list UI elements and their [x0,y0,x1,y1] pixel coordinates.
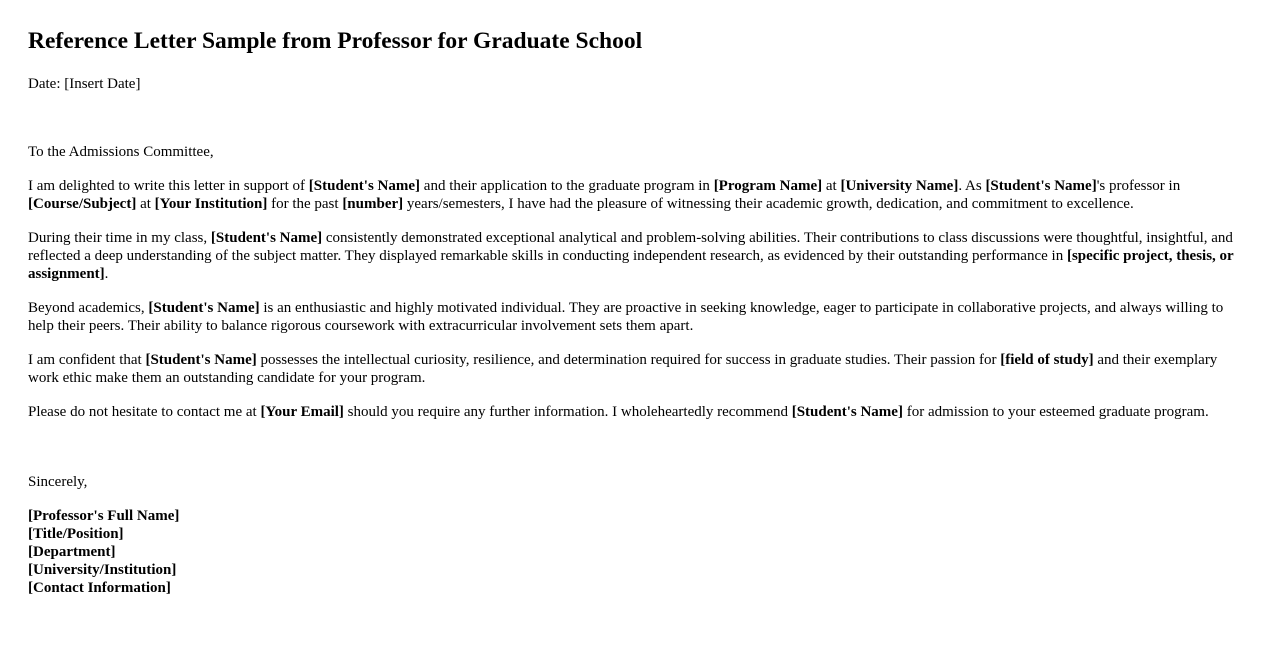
closing: Sincerely, [28,474,88,490]
placeholder-field: [Student's Name] [985,178,1097,194]
paragraph-text: I am delighted to write this letter in support of [28,178,309,194]
salutation: To the Admissions Committee, [28,144,214,160]
paragraph-text: at [822,178,841,194]
body-paragraph-3 [28,299,1250,335]
paragraph-text: and their exemplary work ethic make them an outstanding candidate for your program. [28,352,1218,386]
placeholder-field: [field of study] [1000,352,1094,368]
body-paragraph-5 [28,403,1250,421]
placeholder-field: [Student's Name] [210,230,323,246]
placeholder-field: [Course/Subject] [28,196,137,212]
paragraph-text: During their time in my class, [28,230,211,246]
placeholder-field: [University Name] [840,178,959,194]
signature-name: [Professor's Full Name] [28,508,180,524]
spacer [28,93,1250,143]
placeholder-field: [Your Institution] [154,196,268,212]
paragraph-text: for the past [267,196,343,212]
paragraph-text: Please do not hesitate to contact me at [28,404,261,420]
paragraph-text: for admission to your esteemed graduate program. [902,404,1209,420]
paragraph-text: should you require any further information. I wholeheartedly recommend [343,404,792,420]
signature-title: [Title/Position] [28,526,124,542]
body-paragraph-1 [28,177,1250,213]
signature-contact: [Contact Information] [28,580,171,596]
date-line: Date: [Insert Date] [28,76,141,92]
paragraph-text: years/semesters, I have had the pleasure of witnessing their academic growth, dedication, and commitment to excellence. [403,196,1134,212]
paragraph-text: possesses the intellectual curiosity, resilience, and determination required for success in graduate studies. Their passion for [256,352,1001,368]
placeholder-field: [Student's Name] [148,300,260,316]
body-paragraph-2 [28,229,1250,283]
paragraph-text: at [136,196,155,212]
placeholder-field: [Student's Name] [791,404,903,420]
signature-institution: [University/Institution] [28,562,177,578]
placeholder-field: [Student's Name] [308,178,421,194]
paragraph-text: . As [958,178,986,194]
paragraph-text: consistently demonstrated exceptional analytical and problem-solving abilities. Their contributions to class discussions were thoughtful, insightful, and reflected a deep understanding of the subject matter. They displayed remarkable skills in conducting independent research, as evidenced by their outstanding performance in [28,230,1233,264]
placeholder-field: [number] [342,196,404,212]
placeholder-field: [Student's Name] [145,352,257,368]
paragraph-text: is an enthusiastic and highly motivated individual. They are proactive in seeking knowledge, eager to participate in collaborative projects, and always willing to help their peers. Their ability to balance rigorous coursework with extracurricular involvement sets them apart. [28,300,1224,334]
paragraph-text: . [104,266,109,282]
signature-department: [Department] [28,544,116,560]
placeholder-field: [Program Name] [713,178,823,194]
spacer [28,437,1250,473]
page-title: Reference Letter Sample from Professor for Graduate School [28,28,643,54]
placeholder-field: [specific project, thesis, or assignment] [28,248,1234,282]
signature-block [28,507,1250,597]
body-paragraph-4 [28,351,1250,387]
paragraph-text: I am confident that [28,352,146,368]
letter-body [28,177,1250,421]
paragraph-text: 's professor in [1096,178,1181,194]
paragraph-text: and their application to the graduate program in [420,178,714,194]
placeholder-field: [Your Email] [260,404,344,420]
paragraph-text: Beyond academics, [28,300,149,316]
